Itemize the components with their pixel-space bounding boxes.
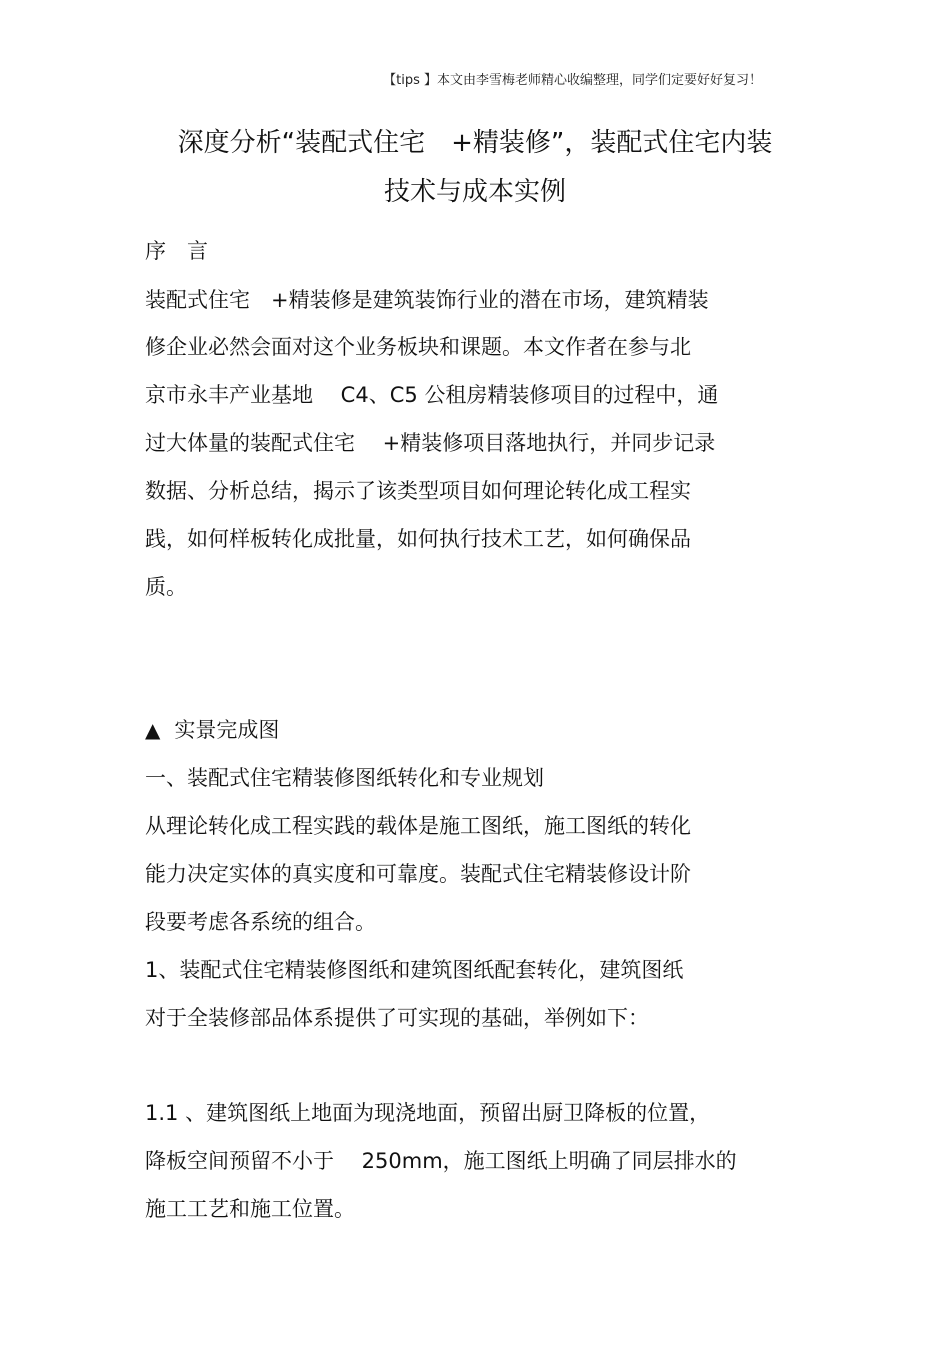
section-heading: 一、装配式住宅精装修图纸转化和专业规划 bbox=[145, 766, 544, 790]
tips-header: 【tips 】本文由李雪梅老师精心收编整理，同学们定要好好复习！ bbox=[383, 73, 762, 88]
section-line: 从理论转化成工程实践的载体是施工图纸，施工图纸的转化 bbox=[145, 814, 691, 838]
document-title-line-1: 深度分析“装配式住宅 +精装修”，装配式住宅内装 bbox=[177, 128, 773, 158]
section-line: 能力决定实体的真实度和可靠度。装配式住宅精装修设计阶 bbox=[145, 862, 691, 886]
subitem-line: 1.1 、建筑图纸上地面为现浇地面，预留出厨卫降板的位置， bbox=[145, 1101, 711, 1125]
preface-heading: 序 言 bbox=[145, 239, 208, 263]
preface-line: 装配式住宅 +精装修是建筑装饰行业的潜在市场，建筑精装 bbox=[145, 288, 709, 312]
preface-line: 京市永丰产业基地 C4、C5 公租房精装修项目的过程中，通 bbox=[145, 383, 719, 407]
preface-line: 修企业必然会面对这个业务板块和课题。本文作者在参与北 bbox=[145, 335, 691, 359]
triangle-icon: ▲ bbox=[145, 718, 161, 742]
subitem-line: 降板空间预留不小于 250mm，施工图纸上明确了同层排水的 bbox=[145, 1149, 737, 1173]
preface-line: 数据、分析总结，揭示了该类型项目如何理论转化成工程实 bbox=[145, 479, 691, 503]
preface-line: 过大体量的装配式住宅 +精装修项目落地执行，并同步记录 bbox=[145, 431, 716, 455]
preface-line: 践，如何样板转化成批量，如何执行技术工艺，如何确保品 bbox=[145, 527, 691, 551]
figure-caption-text: 实景完成图 bbox=[174, 718, 280, 742]
item-line: 1、装配式住宅精装修图纸和建筑图纸配套转化，建筑图纸 bbox=[145, 958, 684, 982]
document-title-line-2: 技术与成本实例 bbox=[383, 177, 566, 207]
item-line: 对于全装修部品体系提供了可实现的基础，举例如下： bbox=[145, 1006, 649, 1030]
subitem-line: 施工工艺和施工位置。 bbox=[145, 1197, 355, 1221]
preface-line: 质。 bbox=[145, 575, 187, 599]
figure-caption bbox=[145, 714, 279, 744]
section-line: 段要考虑各系统的组合。 bbox=[145, 910, 376, 934]
